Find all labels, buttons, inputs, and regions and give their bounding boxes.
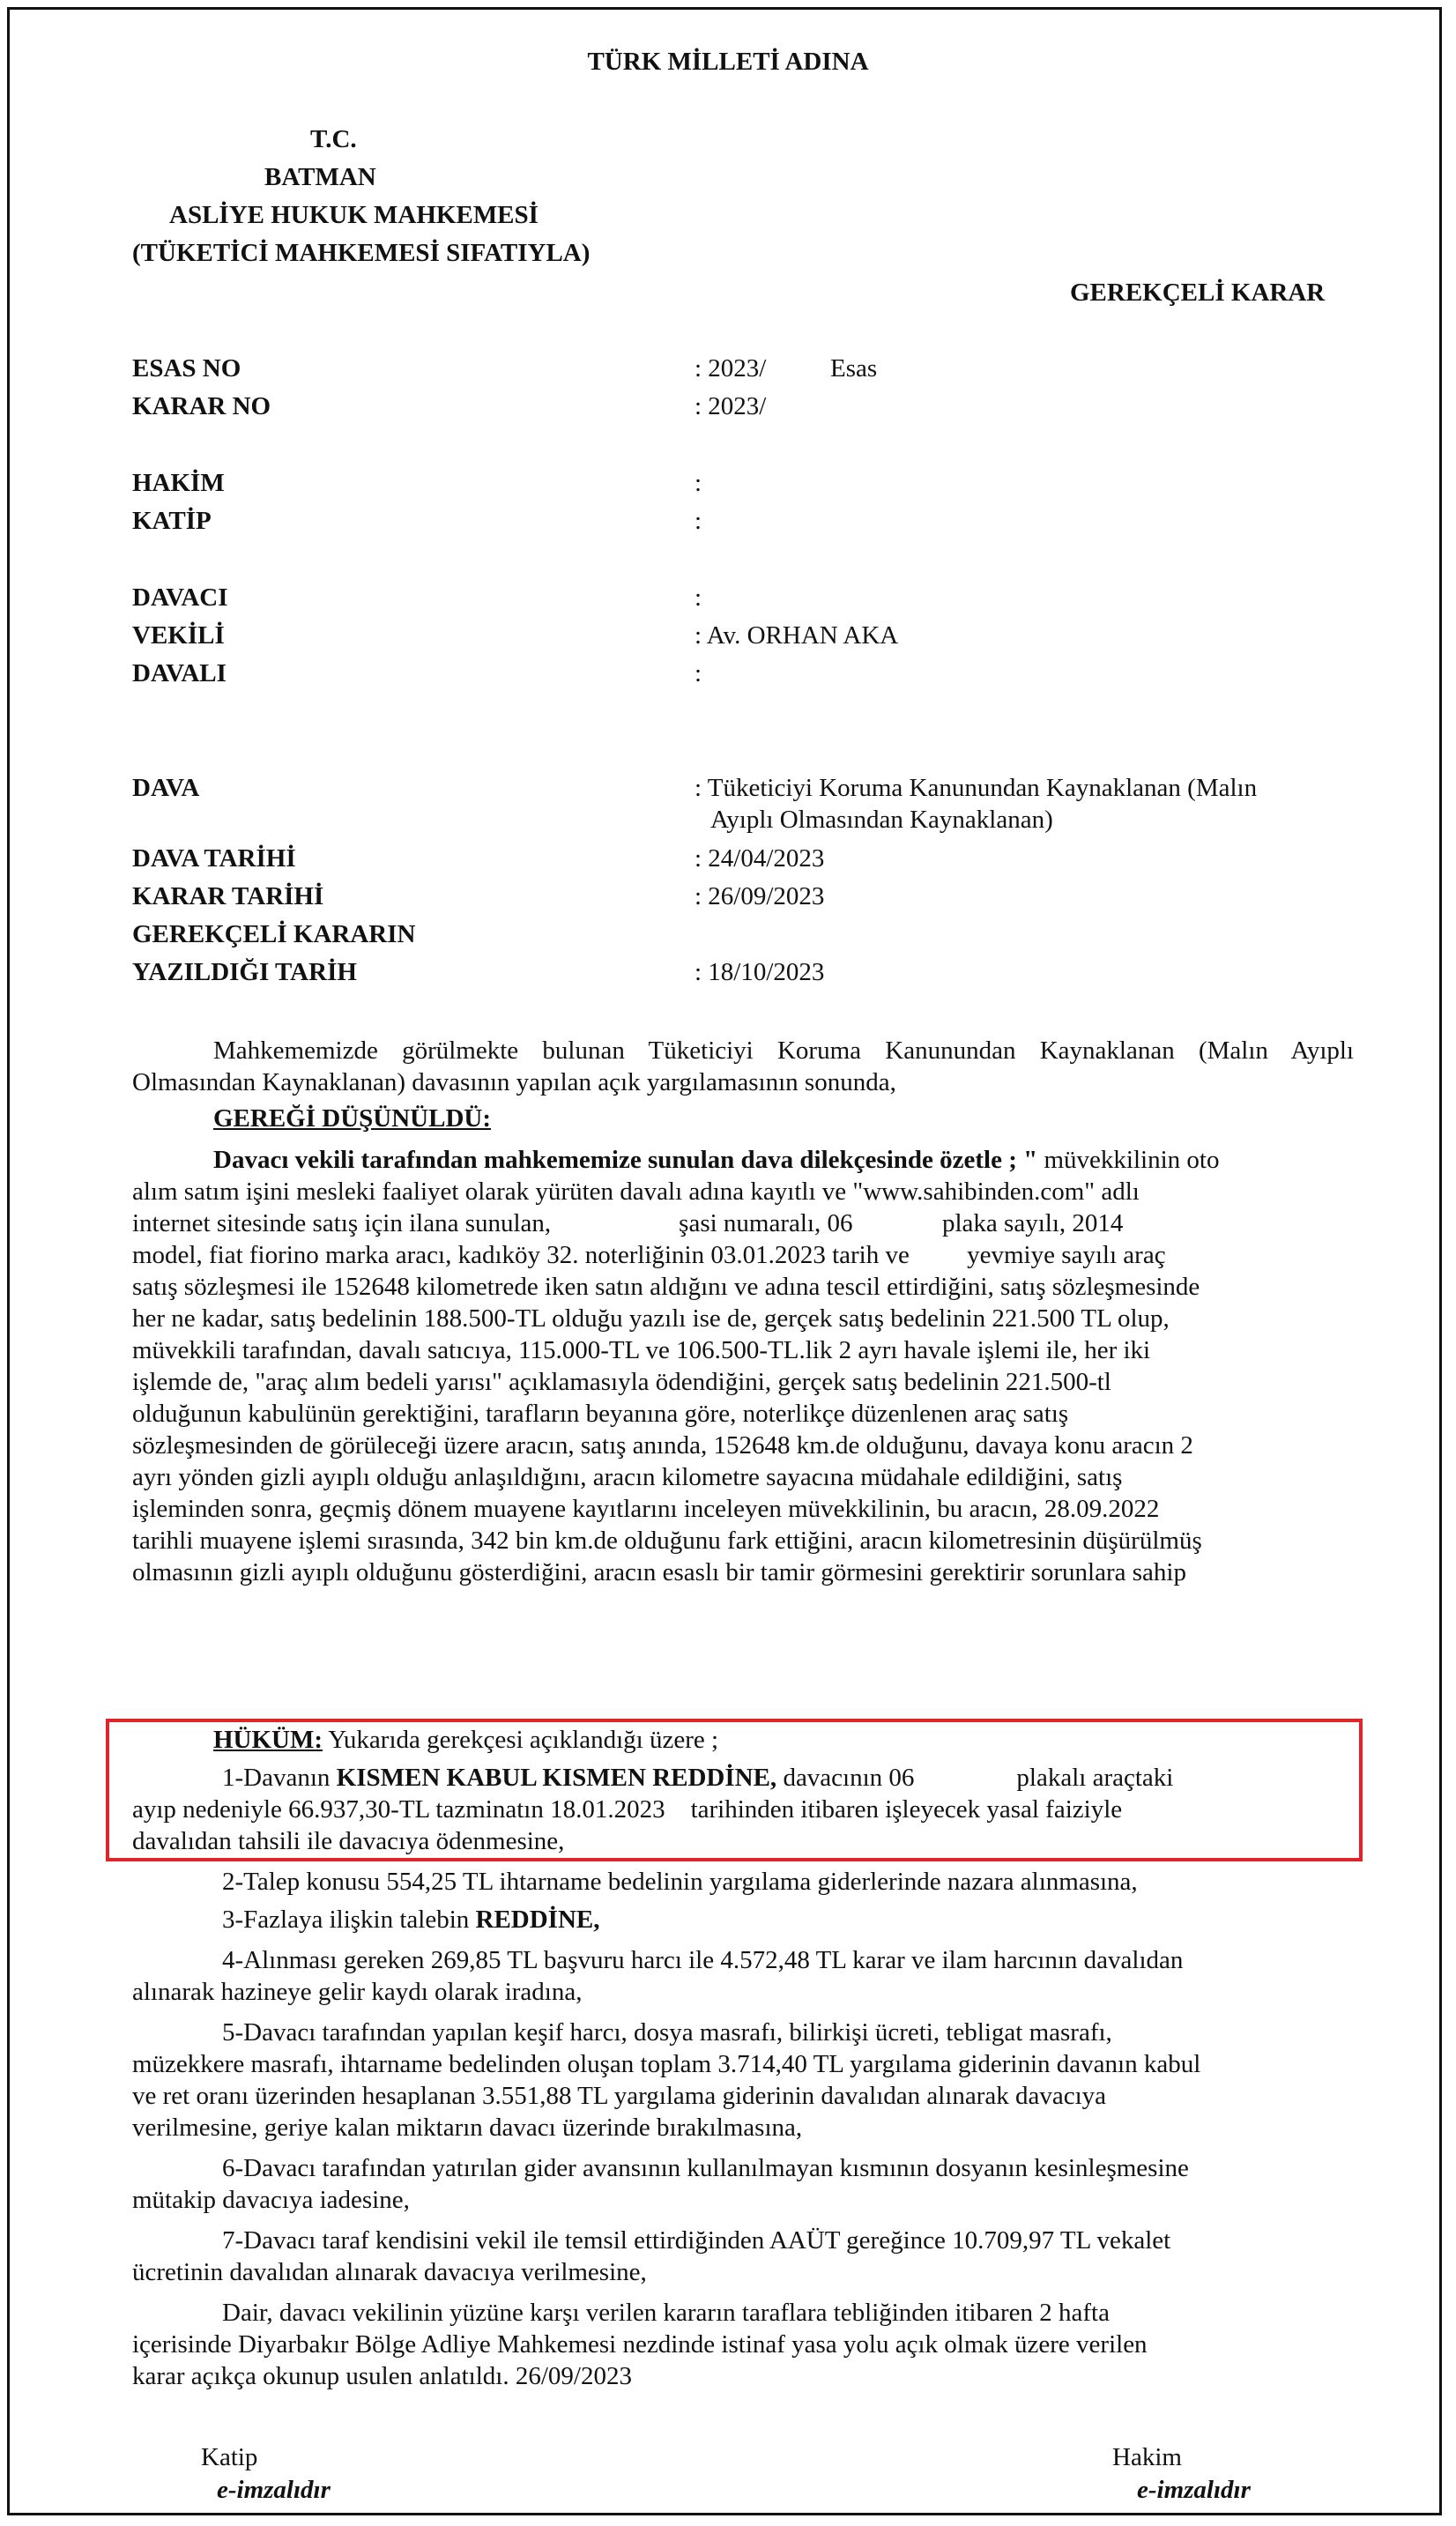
hukum-item7-line1: 7-Davacı taraf kendisini vekil ile temsil ettirdiğinden AAÜT gereğince 10.709,97 TL vekalet bbox=[222, 2226, 1171, 2255]
hukum-title: HÜKÜM: bbox=[213, 1726, 323, 1754]
hukum-item1-a: 1-Davanın bbox=[222, 1764, 337, 1792]
hukum-item7-line2: ücretinin davalıdan alınarak davacıya verilmesine, bbox=[132, 2258, 647, 2286]
body-line: olduğunun kabulünün gerektiğini, tarafların beyanına göre, noterlikçe düzenlenen araç satış bbox=[132, 1400, 1069, 1428]
final-line3: karar açıkça okunup usulen anlatıldı. 26/09/2023 bbox=[132, 2362, 632, 2390]
hukum-item1-line3: davalıdan tahsili ile davacıya ödenmesine, bbox=[132, 1827, 565, 1855]
gerekceli-label-line1: GEREKÇELİ KARARIN bbox=[132, 920, 416, 948]
dava-tarihi-value: : 24/04/2023 bbox=[695, 844, 825, 873]
hakim-e-signature: e-imzalıdır bbox=[1137, 2476, 1251, 2504]
body-line: ayrı yönden gizli ayıplı olduğu anlaşıldığını, aracın kilometre sayacına müdahale edildiğini, satış bbox=[132, 1463, 1123, 1491]
karar-tarihi-value: : 26/09/2023 bbox=[695, 882, 825, 910]
tc-heading: T.C. bbox=[310, 125, 357, 153]
dava-label: DAVA bbox=[132, 774, 200, 802]
body-line: alım satım işini mesleki faaliyet olarak yürüten davalı adına kayıtlı ve "www.sahibinden.com" adlı bbox=[132, 1178, 1140, 1206]
intro-line2: Olmasından Kaynaklanan) davasının yapılan açık yargılamasının sonunda, bbox=[132, 1068, 896, 1096]
court-role-heading: (TÜKETİCİ MAHKEMESİ SIFATIYLA) bbox=[132, 239, 591, 267]
vekili-value: : Av. ORHAN AKA bbox=[695, 621, 899, 650]
hukum-title-rest: Yukarıda gerekçesi açıklandığı üzere ; bbox=[323, 1726, 719, 1754]
body-line: olmasının gizli ayıplı olduğunu gösterdiğini, aracın esaslı bir tamir görmesini gerektirir sorunlara sahip bbox=[132, 1558, 1186, 1586]
nation-heading: TÜRK MİLLETİ ADINA bbox=[587, 48, 869, 76]
hukum-heading bbox=[213, 1720, 718, 1759]
hukum-item5-line3: ve ret oranı üzerinden hesaplanan 3.551,88 TL yargılama giderinin davalıdan alınarak davacıya bbox=[132, 2082, 1107, 2110]
esas-suffix: Esas bbox=[830, 354, 878, 383]
hukum-item3 bbox=[222, 1900, 600, 1939]
hukum-item5-line2: müzekkere masrafı, ihtarname bedelinden oluşan toplam 3.714,40 TL yargılama giderinin davanın kabul bbox=[132, 2050, 1201, 2078]
intro-line1-text: Mahkememizde görülmekte bulunan Tüketiciyi Koruma Kanunundan Kaynaklanan (Malın Ayıplı bbox=[213, 1036, 1354, 1065]
davaci-label: DAVACI bbox=[132, 583, 228, 612]
court-heading: ASLİYE HUKUK MAHKEMESİ bbox=[169, 201, 539, 229]
hakim-signature-label: Hakim bbox=[1112, 2443, 1182, 2471]
hukum-item5-line1: 5-Davacı tarafından yapılan keşif harcı, dosya masrafı, bilirkişi ücreti, tebligat masrafı, bbox=[222, 2018, 1112, 2047]
katip-value: : bbox=[695, 507, 702, 535]
body-first-rest: müvekkilinin oto bbox=[1037, 1146, 1220, 1174]
body-line: işleminden sonra, geçmiş dönem muayene kayıtlarını inceleyen müvekkilinin, bu aracın, 28.09.2022 bbox=[132, 1495, 1160, 1523]
karar-tarihi-label: KARAR TARİHİ bbox=[132, 882, 324, 910]
body-line: işlemde de, "araç alım bedeli yarısı" açıklamasıyla ödendiğini, gerçek satış bedelinin 221.500-tl bbox=[132, 1368, 1111, 1396]
body-line: sözleşmesinden de görüleceği üzere aracın, satış anında, 152648 km.de olduğunu, davaya konu aracın 2 bbox=[132, 1431, 1193, 1460]
hukum-item2: 2-Talep konusu 554,25 TL ihtarname bedelinin yargılama giderlerinde nazara alınmasına, bbox=[222, 1868, 1138, 1896]
hukum-item3-a: 3-Fazlaya ilişkin talebin bbox=[222, 1906, 476, 1934]
body-first-bold: Davacı vekili tarafından mahkememize sunulan dava dilekçesinde özetle ; " bbox=[213, 1146, 1038, 1174]
karar-value: : 2023/ bbox=[695, 392, 767, 420]
gerekceli-label-line2: YAZILDIĞI TARİH bbox=[132, 958, 357, 986]
davaci-value: : bbox=[695, 583, 702, 612]
hakim-value: : bbox=[695, 469, 702, 497]
body-line: her ne kadar, satış bedelinin 188.500-TL olduğu yazılı ise de, gerçek satış bedelinin 221.500 TL olup, bbox=[132, 1304, 1170, 1333]
hukum-item6-line2: mütakip davacıya iadesine, bbox=[132, 2186, 410, 2214]
esas-label: ESAS NO bbox=[132, 354, 241, 383]
dava-value-line2: Ayıplı Olmasından Kaynaklanan) bbox=[710, 806, 1053, 834]
city-heading: BATMAN bbox=[264, 163, 376, 191]
body-line: tarihli muayene işlemi sırasında, 342 bin km.de olduğunu fark ettiğini, aracın kilometresinin düşürülmüş bbox=[132, 1527, 1202, 1555]
document-type-title: GEREKÇELİ KARAR bbox=[1070, 279, 1326, 307]
hakim-label: HAKİM bbox=[132, 469, 225, 497]
final-line1: Dair, davacı vekilinin yüzüne karşı verilen kararın taraflara tebliğinden itibaren 2 hafta bbox=[222, 2299, 1110, 2327]
body-line: internet sitesinde satış için ilana sunulan, şasi numaralı, 06 plaka sayılı, 2014 bbox=[132, 1209, 1124, 1237]
hukum-item5-line4: verilmesine, geriye kalan miktarın davacı üzerinde bırakılmasına, bbox=[132, 2114, 803, 2142]
katip-e-signature: e-imzalıdır bbox=[217, 2476, 331, 2504]
katip-signature-label: Katip bbox=[201, 2443, 258, 2471]
katip-label: KATİP bbox=[132, 507, 212, 535]
davali-label: DAVALI bbox=[132, 659, 227, 687]
dava-tarihi-label: DAVA TARİHİ bbox=[132, 844, 296, 873]
davali-value: : bbox=[695, 659, 702, 687]
body-line: satış sözleşmesi ile 152648 kilometrede iken satın aldığını ve adına tescil ettirdiğini, satış sözleşmesinde bbox=[132, 1273, 1200, 1301]
gerekceli-value: : 18/10/2023 bbox=[695, 958, 825, 986]
final-line2: içerisinde Diyarbakır Bölge Adliye Mahkemesi nezdinde istinaf yasa yolu açık olmak üzere verilen bbox=[132, 2330, 1148, 2359]
dava-value-line1: : Tüketiciyi Koruma Kanunundan Kaynaklanan (Malın bbox=[695, 774, 1258, 802]
section-heading-gereği: GEREĞİ DÜŞÜNÜLDÜ: bbox=[213, 1104, 492, 1133]
hukum-item1-line2: ayıp nedeniyle 66.937,30-TL tazminatın 18.01.2023 tarihinden itibaren işleyecek yasal faiziyle bbox=[132, 1795, 1123, 1824]
body-line: müvekkili tarafından, davalı satıcıya, 115.000-TL ve 106.500-TL.lik 2 ayrı havale işlemi ile, her iki bbox=[132, 1336, 1151, 1364]
hukum-item4-line1: 4-Alınması gereken 269,85 TL başvuru harcı ile 4.572,48 TL karar ve ilam harcının davalıdan bbox=[222, 1946, 1184, 1974]
esas-value: : 2023/ bbox=[695, 354, 767, 383]
hukum-item4-line2: alınarak hazineye gelir kaydı olarak iradına, bbox=[132, 1978, 583, 2006]
vekili-label: VEKİLİ bbox=[132, 621, 225, 650]
hukum-item1-b: davacının 06 plakalı araçtaki bbox=[776, 1764, 1174, 1792]
hukum-item6-line1: 6-Davacı tarafından yatırılan gider avansının kullanılmayan kısmının dosyanın kesinleşmesine bbox=[222, 2154, 1189, 2182]
karar-label: KARAR NO bbox=[132, 392, 271, 420]
hukum-item1-bold: KISMEN KABUL KISMEN REDDİNE, bbox=[336, 1764, 777, 1792]
hukum-item3-bold: REDDİNE, bbox=[475, 1906, 600, 1934]
body-line: model, fiat fiorino marka aracı, kadıköy 32. noterliğinin 03.01.2023 tarih ve yevmiye sayılı araç bbox=[132, 1241, 1166, 1269]
